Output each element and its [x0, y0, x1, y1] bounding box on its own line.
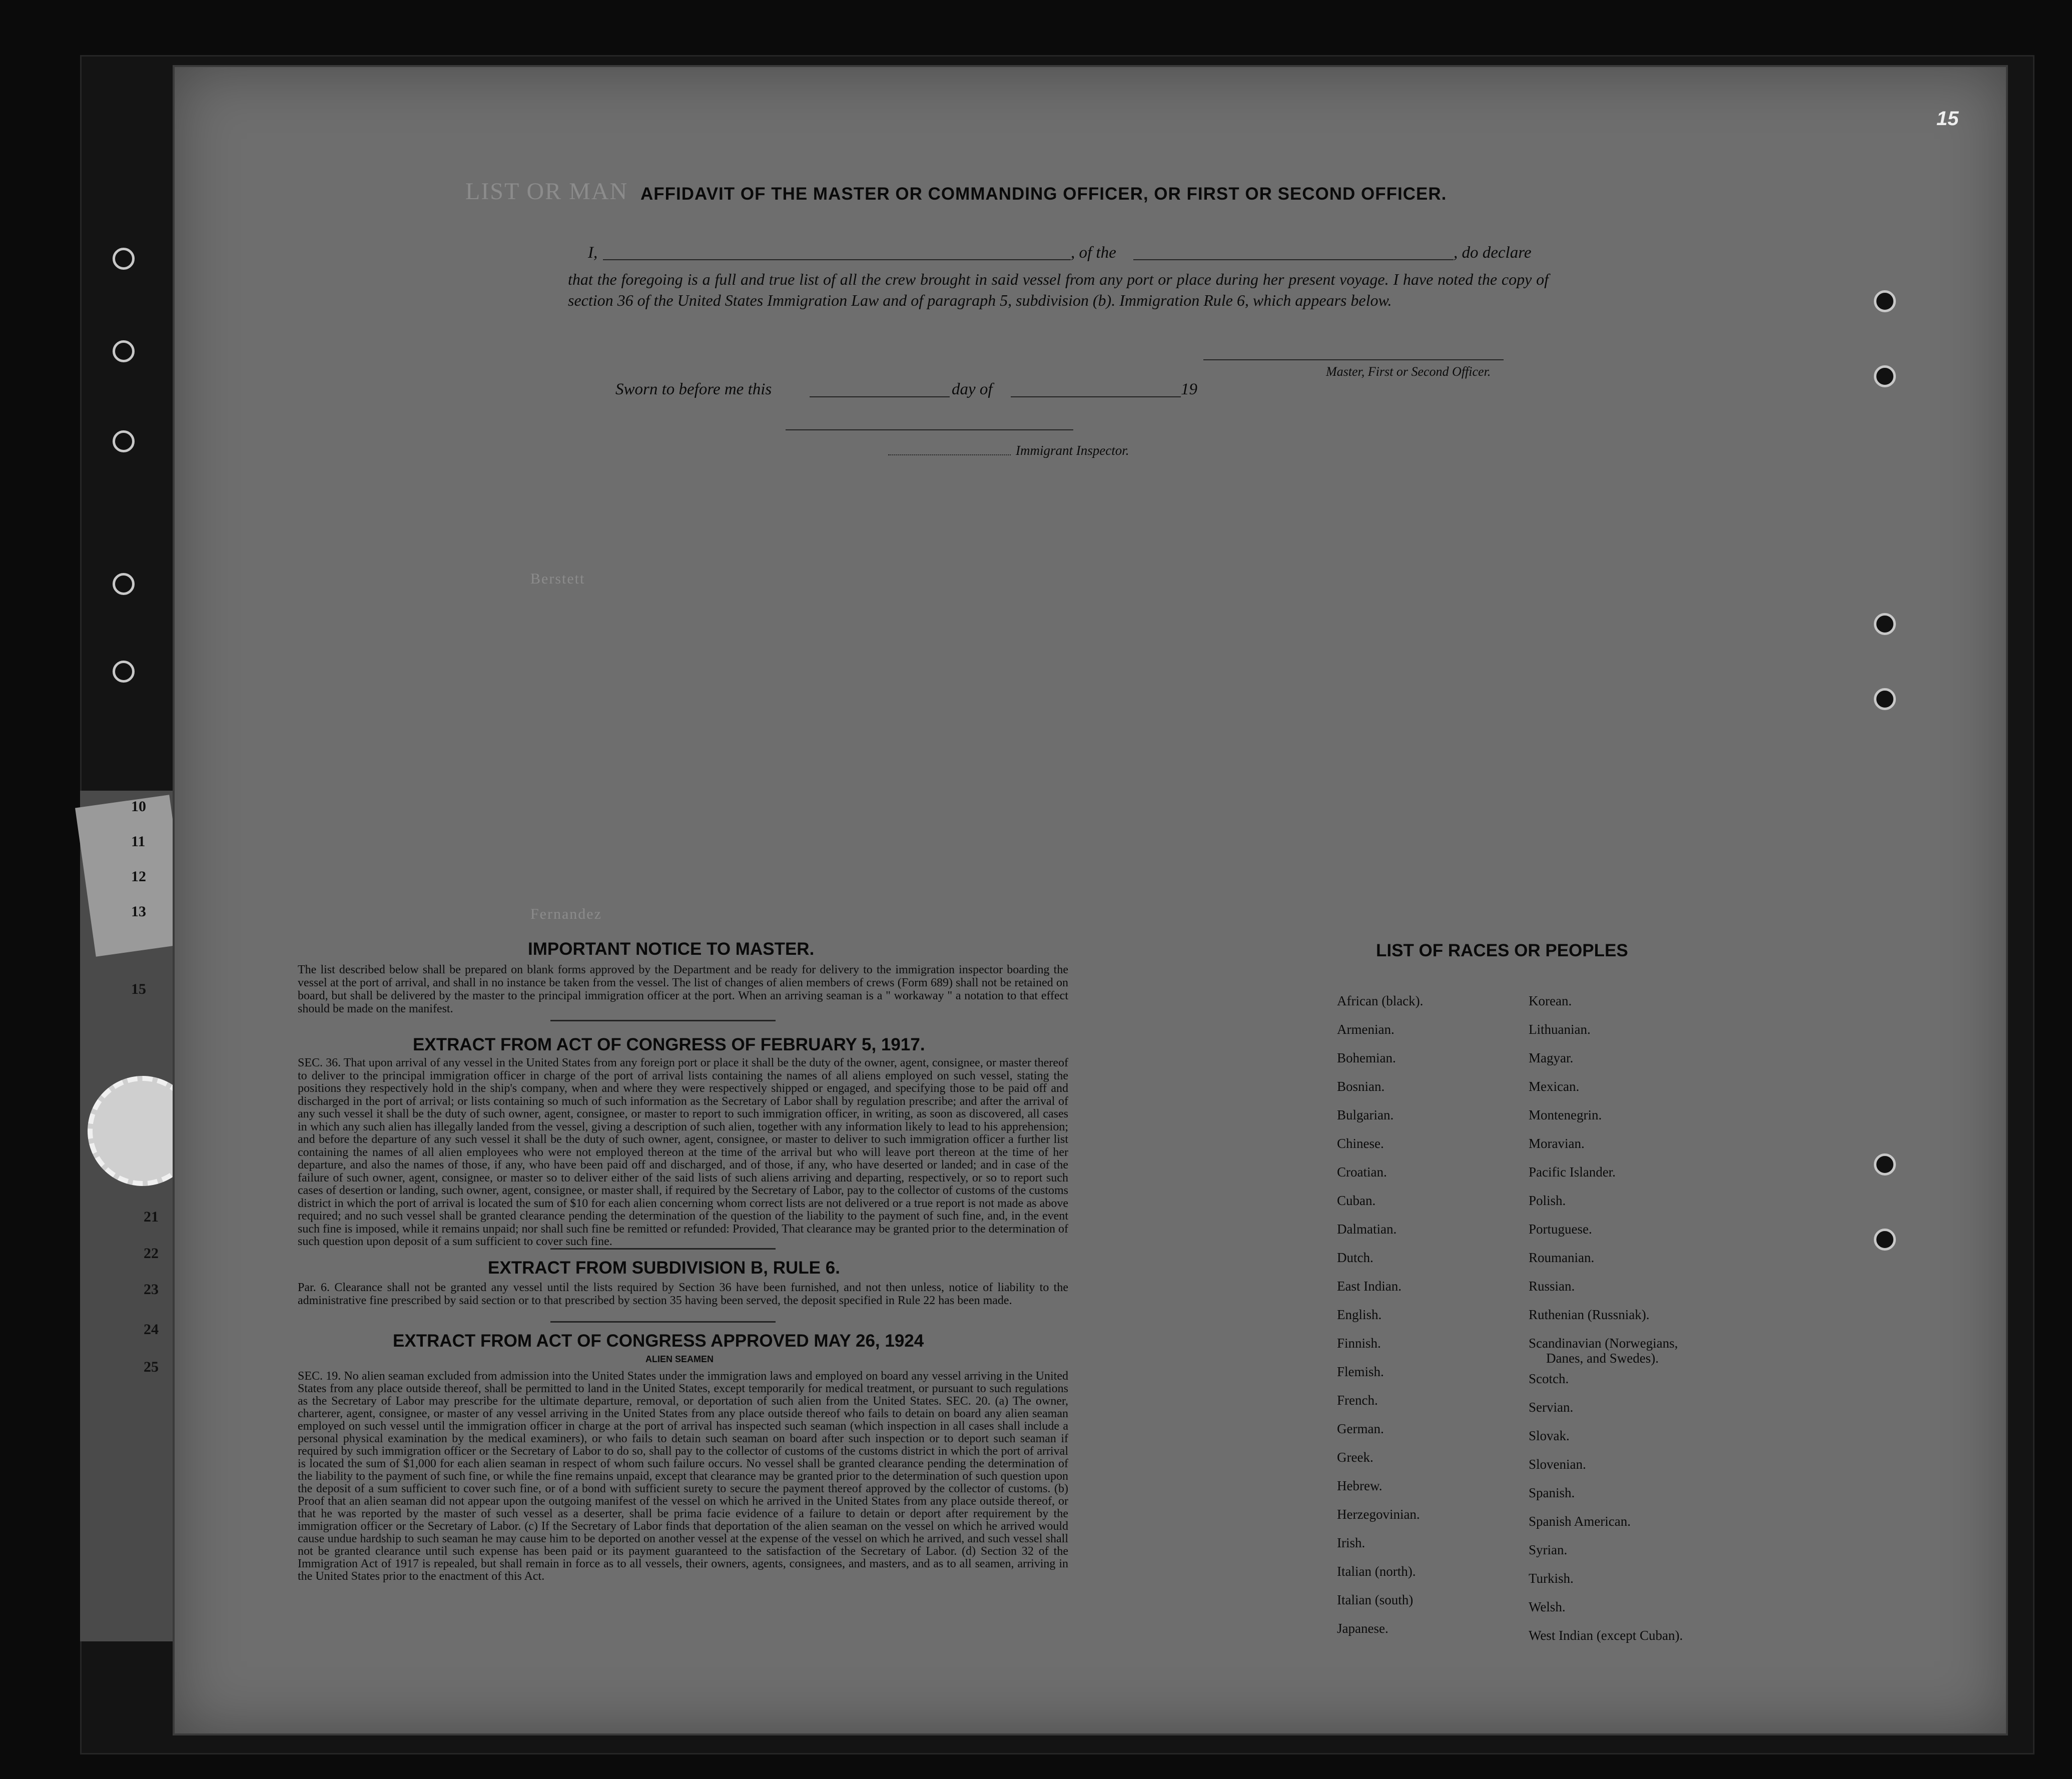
- margin-number: 23: [144, 1281, 159, 1298]
- race-item: Bulgarian.: [1337, 1107, 1394, 1122]
- extract-1917-body: SEC. 36. That upon arrival of any vessel in the United States from any foreign port or place it shall be the duty of the owner, agent, consignee, or master thereof to deliver to the principal immigration officer in charge of the port of arrival lists containing the names of all aliens employed on such vessel, stating the positions they respectively hold in the ship's company, when and where they were respectively shipped or engaged, and specifying those to be paid off and discharged in the port of arrival; or lists containing so much of such information as the Secretary of Labor shall by regulation prescribe; and after the arrival of any such vessel it shall be the duty of such owner, agent, consignee, or master to report to such immigration officer, in writing, as soon as discovered, all cases in which any such alien has illegally landed from the vessel, giving a description of such alien, together with any information likely to lead to his apprehension; and before the departure of any such vessel it shall be the duty of such owner, agent, consignee, or master to deliver to such immigration officer a further list containing the names of all alien employees who were not employed thereon at the time of the arrival but who will leave port thereon at the time of her departure, and also the names of those, if any, who have been paid off and discharged, and of those, if any, who have deserted or landed; and in case of the failure of such owner, agent, consignee, or master so to deliver either of the said lists of such aliens arriving and departing, respectively, or so to report such cases of desertion or landing, such owner, agent, consignee, or master shall, if required by the Secretary of Labor, pay to the collector of customs of the customs district in which the port of arrival is located the sum of $10 for each alien concerning whom correct lists are not delivered or a true report is not made as above required; and no such vessel shall be granted clearance pending the determination of the question of the liability to the payment of such fine, and, in the event such fine is imposed, while it remains unpaid; nor shall such fine be remitted or refunded: Provided, That clearance may be granted prior to the determination of such question upon deposit of a sum sufficient to cover such fine.: [298, 1056, 1068, 1248]
- race-item: Croatian.: [1337, 1164, 1387, 1179]
- race-item: Scandinavian (Norwegians,: [1529, 1336, 1678, 1351]
- race-item: Italian (north).: [1337, 1564, 1416, 1579]
- race-item: Ruthenian (Russniak).: [1529, 1307, 1650, 1322]
- race-item: Dutch.: [1337, 1250, 1373, 1265]
- master-signature-blank[interactable]: [1203, 359, 1504, 360]
- race-item: Montenegrin.: [1529, 1107, 1602, 1122]
- inspector-signature-blank[interactable]: [888, 454, 1011, 455]
- margin-number: 21: [144, 1209, 159, 1225]
- race-item: West Indian (except Cuban).: [1529, 1628, 1683, 1643]
- binder-hole: [1874, 613, 1896, 635]
- extract-rule6-title: EXTRACT FROM SUBDIVISION B, RULE 6.: [488, 1258, 840, 1278]
- margin-number: 12: [131, 868, 146, 885]
- race-item: Finnish.: [1337, 1336, 1381, 1351]
- binder-hole: [113, 661, 135, 683]
- signature-caption: Master, First or Second Officer.: [1326, 364, 1491, 379]
- inspector-caption: Immigrant Inspector.: [1016, 443, 1129, 458]
- race-item: Slovak.: [1529, 1428, 1570, 1443]
- name-blank[interactable]: [603, 259, 1071, 260]
- do-declare-label: , do declare: [1454, 244, 1532, 262]
- margin-number: 25: [144, 1359, 159, 1375]
- notice-title: IMPORTANT NOTICE TO MASTER.: [528, 939, 815, 959]
- race-item: Polish.: [1529, 1193, 1566, 1208]
- sworn-label: Sworn to before me this: [615, 380, 772, 398]
- race-item: English.: [1337, 1307, 1382, 1322]
- race-item: Spanish.: [1529, 1485, 1575, 1500]
- margin-number: 10: [131, 798, 146, 815]
- race-item: German.: [1337, 1421, 1384, 1436]
- page-mark: 15: [1936, 108, 1959, 130]
- race-item: Irish.: [1337, 1535, 1365, 1550]
- extract-1917-title: EXTRACT FROM ACT OF CONGRESS OF FEBRUARY 5, 1917.: [413, 1035, 925, 1054]
- binder-hole: [1874, 290, 1896, 312]
- margin-number: 13: [131, 903, 146, 920]
- day-of-label: day of: [952, 380, 993, 398]
- race-item: Dalmatian.: [1337, 1222, 1397, 1237]
- binder-hole: [113, 248, 135, 270]
- race-item: Armenian.: [1337, 1022, 1395, 1037]
- divider: [550, 1248, 776, 1250]
- binder-hole: [113, 573, 135, 595]
- race-item: Danes, and Swedes).: [1546, 1351, 1659, 1366]
- margin-number: 11: [131, 833, 146, 850]
- race-item: Greek.: [1337, 1450, 1373, 1465]
- binder-hole: [1874, 365, 1896, 387]
- races-title: LIST OF RACES OR PEOPLES: [1376, 941, 1628, 960]
- vessel-blank[interactable]: [1133, 259, 1454, 260]
- margin-number: 24: [144, 1321, 159, 1338]
- race-item: Bosnian.: [1337, 1079, 1385, 1094]
- notice-body: The list described below shall be prepared on blank forms approved by the Department and be ready for delivery to the immigration inspector boarding the vessel at the port of arrival, and shall in no instance be taken from the vessel. The list of changes of alien members of crews (Form 689) shall not be retained on board, but shall be delivered by the master to the principal immigration officer at the port. When an arriving seaman is a " workaway " a notation to that effect should be made on the manifest.: [298, 963, 1068, 1015]
- race-item: Korean.: [1529, 993, 1572, 1008]
- race-item: African (black).: [1337, 993, 1424, 1008]
- extract-1924-body: SEC. 19. No alien seaman excluded from admission into the United States under the immigration laws and employed on board any vessel arriving in the United States from any place outside thereof, shall be permitted to land in the United States, except temporarily for medical treatment, or pursuant to such regulations as the Secretary of Labor may prescribe for the ultimate departure, removal, or deportation of such alien from the United States. SEC. 20. (a) The owner, charterer, agent, consignee, or master of any vessel arriving in the United States from any place outside thereof who fails to detain on board any alien seaman employed on such vessel until the immigration officer in charge at the port of arrival has inspected such seaman (which inspection in all cases shall include a personal physical examination by the medical examiners), or who fails to detain such seaman on board after such inspection or to deport such seaman if required by such immigration officer or the Secretary of Labor to do so, shall pay to the collector of customs of the customs district in which the port of arrival is located the sum of $1,000 for each alien seaman in respect of whom such failure occurs. No vessel shall be granted clearance pending the determination of the liability to the payment of such fine, or while the fine remains unpaid, except that clearance may be granted prior to the determination of such question upon the deposit of a sum sufficient to cover such fine, or of a bond with sufficient surety to secure the payment thereof approved by the collector of customs. (b) Proof that an alien seaman did not appear upon the outgoing manifest of the vessel on which he arrived in the United States from any place outside thereof, or that he was reported by the master of such vessel as a deserter, shall be prima facie evidence of a failure to detain or deport after requirement by the immigration officer or the Secretary of Labor. (c) If the Secretary of Labor finds that deportation of the alien seaman on the vessel on which he arrived would cause undue hardship to such seaman he may cause him to be deported on another vessel at the expense of the vessel on which he arrived, and such vessel shall not be granted clearance until such expense has been paid or its payment guaranteed to the satisfaction of the Secretary of Labor. (d) Section 32 of the Immigration Act of 1917 is repealed, but shall remain in force as to all vessels, their owners, agents, consignees, and masters, and as to all seamen, arriving in the United States prior to the enactment of this Act.: [298, 1370, 1068, 1583]
- race-item: Moravian.: [1529, 1136, 1585, 1151]
- race-item: Bohemian.: [1337, 1050, 1396, 1065]
- inspector-upper-line: [786, 429, 1073, 430]
- race-item: Herzegovinian.: [1337, 1507, 1420, 1522]
- race-item: Chinese.: [1337, 1136, 1384, 1151]
- month-blank[interactable]: [1011, 396, 1181, 397]
- race-item: Lithuanian.: [1529, 1022, 1591, 1037]
- affidavit-title: AFFIDAVIT OF THE MASTER OR COMMANDING OFFICER, OR FIRST OR SECOND OFFICER.: [640, 184, 1447, 204]
- race-item: Hebrew.: [1337, 1478, 1383, 1493]
- race-item: Portuguese.: [1529, 1222, 1592, 1237]
- race-item: Italian (south): [1337, 1592, 1414, 1607]
- race-item: Magyar.: [1529, 1050, 1574, 1065]
- day-blank[interactable]: [810, 396, 950, 397]
- race-item: Roumanian.: [1529, 1250, 1595, 1265]
- race-item: Scotch.: [1529, 1371, 1569, 1386]
- race-item: Welsh.: [1529, 1599, 1566, 1614]
- race-item: Servian.: [1529, 1400, 1574, 1415]
- margin-number: 22: [144, 1245, 159, 1262]
- extract-rule6-body: Par. 6. Clearance shall not be granted any vessel until the lists required by Section 36 have been furnished, and not then unless, notice of liability to the administrative fine prescribed by said section or to that prescribed by section 35 having been served, the deposit specified in Rule 22 has been made.: [298, 1281, 1068, 1307]
- race-item: East Indian.: [1337, 1279, 1402, 1294]
- year-prefix: 19: [1181, 380, 1197, 398]
- margin-number: 15: [131, 981, 146, 997]
- affidavit-body: that the foregoing is a full and true list of all the crew brought in said vessel from any port or place during her present voyage. I have noted the copy of section 36 of the United States Immigration Law and of paragraph 5, subdivision (b). Immigration Rule 6, which appears below.: [568, 270, 1549, 309]
- binder-hole: [113, 430, 135, 452]
- extract-1924-subtitle: ALIEN SEAMEN: [645, 1354, 714, 1364]
- binder-hole: [1874, 1153, 1896, 1175]
- race-item: Cuban.: [1337, 1193, 1376, 1208]
- binder-hole: [1874, 688, 1896, 710]
- binder-hole: [113, 340, 135, 362]
- race-item: Slovenian.: [1529, 1457, 1586, 1472]
- divider: [550, 1321, 776, 1323]
- race-item: French.: [1337, 1393, 1378, 1408]
- race-item: Russian.: [1529, 1279, 1575, 1294]
- binder-hole: [1874, 1229, 1896, 1251]
- race-item: Syrian.: [1529, 1542, 1568, 1557]
- extract-1924-title: EXTRACT FROM ACT OF CONGRESS APPROVED MAY 26, 1924: [393, 1331, 924, 1351]
- race-item: Pacific Islander.: [1529, 1164, 1616, 1179]
- of-the-label: , of the: [1071, 244, 1116, 262]
- race-item: Turkish.: [1529, 1571, 1574, 1586]
- i-label: I,: [588, 244, 598, 262]
- race-item: Spanish American.: [1529, 1514, 1631, 1529]
- race-item: Mexican.: [1529, 1079, 1580, 1094]
- divider: [550, 1020, 776, 1021]
- race-item: Japanese.: [1337, 1621, 1389, 1636]
- race-item: Flemish.: [1337, 1364, 1384, 1379]
